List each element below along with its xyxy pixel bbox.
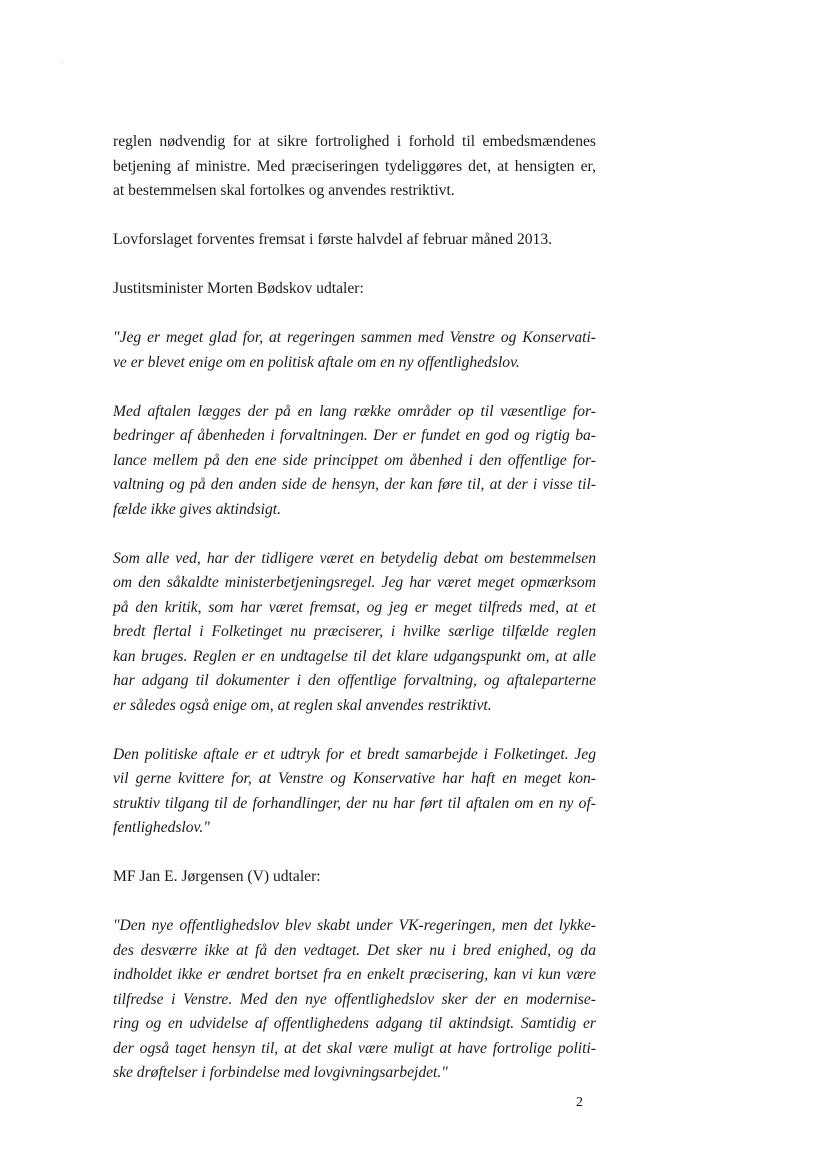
paragraph-gap [113,718,596,743]
body-paragraph [113,865,596,890]
text-line: valtning og på den anden side de hensyn, der kan føre til, at der i visse til- [113,476,596,493]
text-line: Justitsminister Morten Bødskov udtaler: [113,280,364,297]
text-line: "Jeg er meget glad for, at regeringen sammen med Venstre og Konservati- [113,329,596,346]
text-line: indholdet ikke er ændret bortset fra en enkelt præcisering, kan vi kun være [113,966,596,983]
paragraph-gap [113,302,596,327]
text-line: vil gerne kvittere for, at Venstre og Konservative har haft en meget kon- [113,770,596,787]
paragraph-gap [113,890,596,915]
text-line: des desværre ikke at få den vedtaget. Det sker nu i bred enighed, og da [113,941,596,959]
text-line: lance mellem på den ene side princippet om åbenhed i den offentlige for- [113,451,596,469]
paragraph-gap [113,204,596,229]
body-paragraph [113,277,596,302]
quote-paragraph [113,326,596,375]
scan-speck [62,62,63,63]
quote-paragraph [113,547,596,719]
paragraph-gap [113,522,596,547]
text-line: tilfredse i Venstre. Med den nye offentlighedslov sker der en modernise- [113,990,596,1008]
text-line: fentlighedslov." [113,819,210,836]
text-line: Som alle ved, har der tidligere været en betydelig debat om bestemmelsen [113,549,596,567]
text-line: bedringer af åbenheden i forvaltningen. Der er fundet en god og rigtig ba- [113,427,596,444]
text-line: MF Jan E. Jørgensen (V) udtaler: [113,868,321,885]
text-line: der også taget hensyn til, at det skal være muligt at have fortrolige politi- [113,1039,596,1057]
text-line: reglen nødvendig for at sikre fortrolighed i forhold til embedsmændenes [113,133,596,150]
quote-paragraph [113,914,596,1086]
quote-paragraph [113,743,596,841]
page-number: 2 [576,1095,583,1110]
text-line: at bestemmelsen skal fortolkes og anvendes restriktivt. [113,182,455,199]
text-line: ring og en udvidelse af offentlighedens adgang til aktindsigt. Samtidig er [113,1015,596,1032]
text-line: om den såkaldte ministerbetjeningsregel. Jeg har været meget opmærksom [113,574,596,591]
body-paragraph [113,130,596,204]
body-paragraph [113,228,596,253]
text-line: har adgang til dokumenter i den offentlige forvaltning, og aftaleparterne [113,672,596,689]
text-line: kan bruges. Reglen er en undtagelse til det klare udgangspunkt om, at alle [113,647,596,665]
paragraph-gap [113,375,596,400]
text-line: ve er blevet enige om en politisk aftale om en ny offentlighedslov. [113,353,520,371]
text-line: ske drøftelser i forbindelse med lovgivningsarbejdet." [113,1064,448,1081]
paragraph-gap [113,253,596,278]
paragraph-gap [113,841,596,866]
text-line: på den kritik, som har været fremsat, og jeg er meget tilfreds med, at et [113,598,596,616]
quote-paragraph [113,400,596,523]
text-line: er således også enige om, at reglen skal anvendes restriktivt. [113,696,492,714]
text-line: Lovforslaget forventes fremsat i første halvdel af februar måned 2013. [113,231,553,248]
text-line: struktiv tilgang til de forhandlinger, der nu har ført til aftalen om en ny of- [113,794,596,812]
document-body [113,130,596,1086]
text-line: fælde ikke gives aktindsigt. [113,500,282,518]
text-line: betjening af ministre. Med præciseringen tydeliggøres det, at hensigten er, [113,157,596,175]
text-line: "Den nye offentlighedslov blev skabt under VK-regeringen, men det lykke- [113,917,596,934]
text-line: Den politiske aftale er et udtryk for et bredt samarbejde i Folketinget. Jeg [113,745,596,763]
text-line: bredt flertal i Folketinget nu præciserer, i hvilke særlige tilfælde reglen [113,623,596,640]
text-line: Med aftalen lægges der på en lang række områder op til væsentlige for- [113,402,596,420]
